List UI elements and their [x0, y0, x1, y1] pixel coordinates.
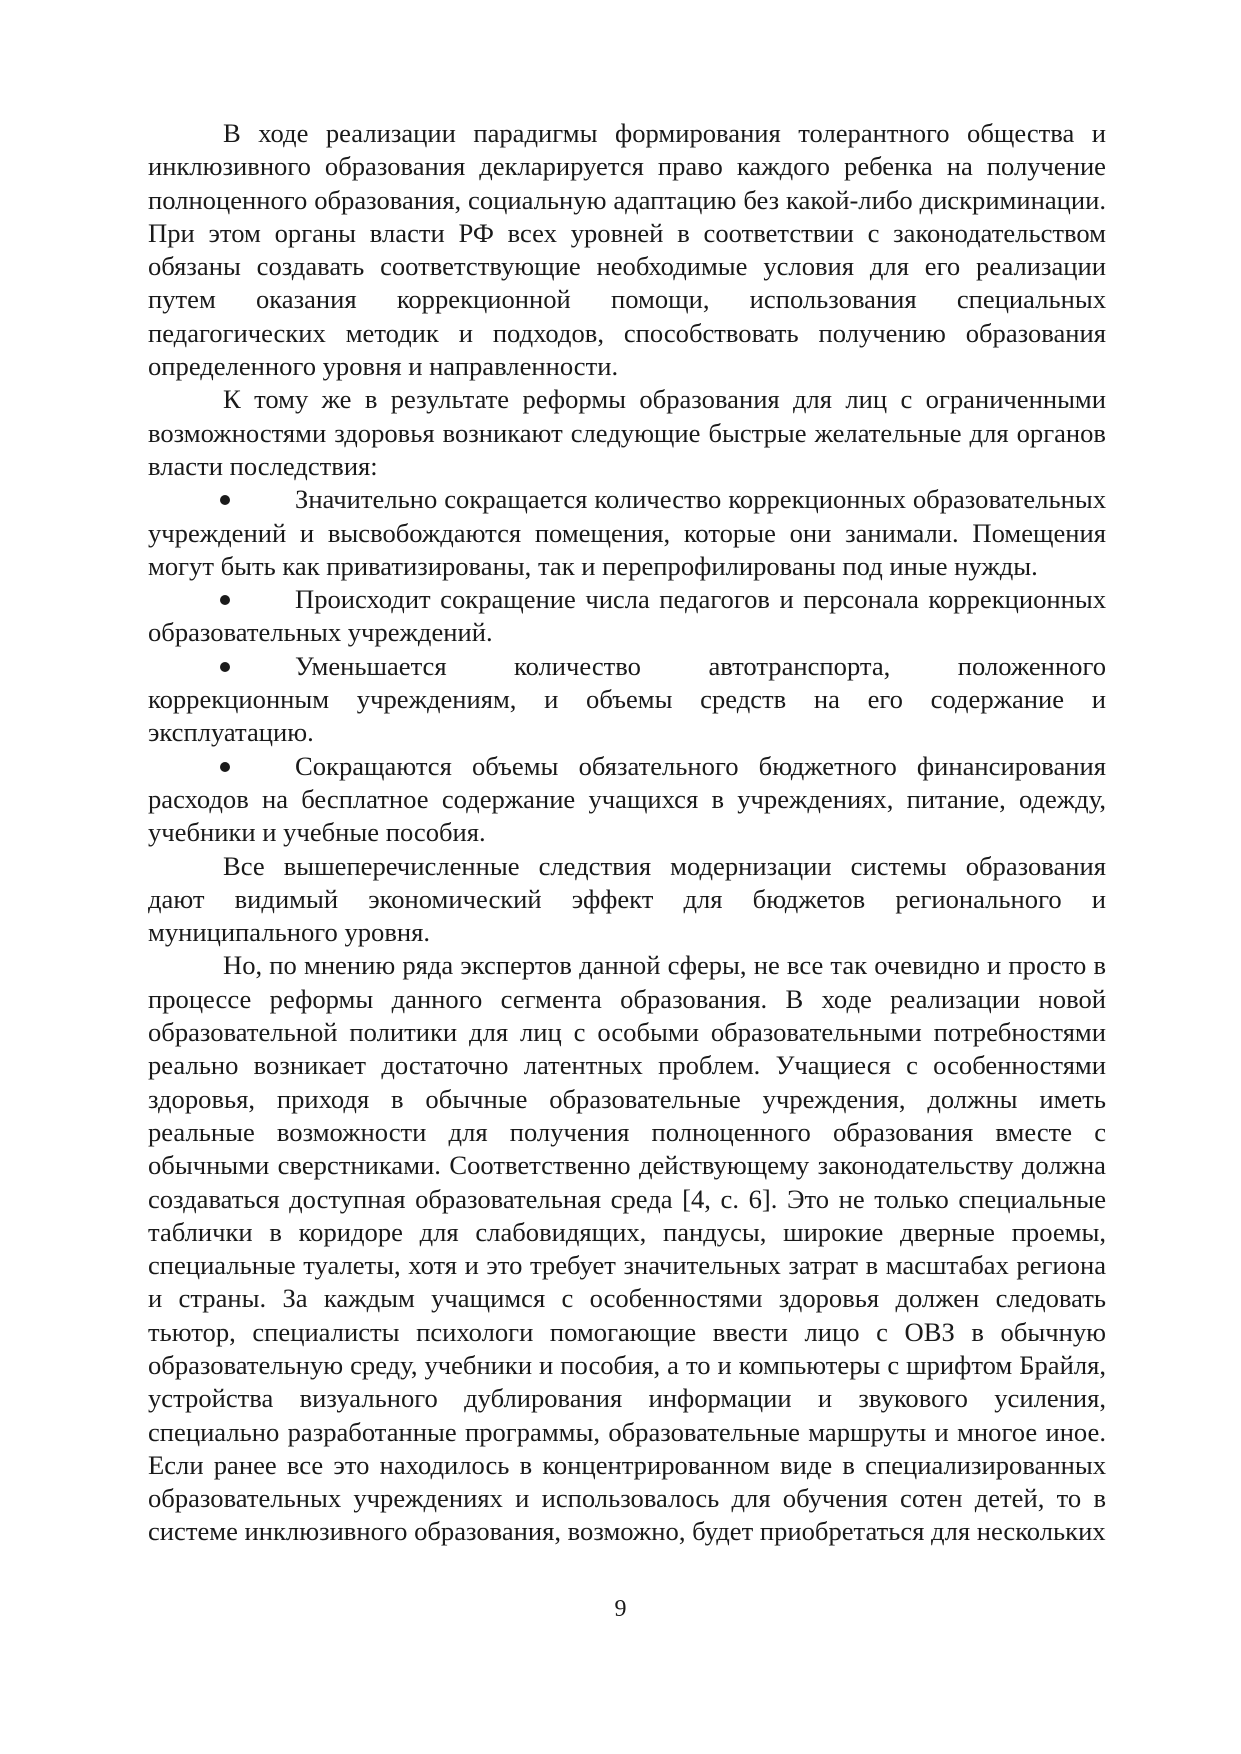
bullet-dot-icon	[220, 762, 230, 772]
page-number: 9	[614, 1596, 627, 1622]
bullet-item-1	[148, 483, 1106, 583]
paragraph-1: В ходе реализации парадигмы формирования толерантного общества и инклюзивного образования декларируется право каждого ребенка на получение полноценного образования, социальную адаптацию без какой-либо дискриминации. При этом органы власти РФ всех уровней в соответствии с законодательством обязаны создавать соответствующие необходимые условия для его реализации путем оказания коррекционной помощи, использования специальных педагогических методик и подходов, способствовать получению образования определенного уровня и направленности.	[148, 118, 1106, 382]
bullet-dot-icon	[220, 495, 230, 505]
paragraph-4: Но, по мнению ряда экспертов данной сферы, не все так очевидно и просто в процессе реформы данного сегмента образования. В ходе реализации новой образовательной политики для лиц с особыми образовательными потребностями реально возникает достаточно латентных проблем. Учащиеся с особенностями здоровья, приходя в обычные образовательные учреждения, должны иметь реальные возможности для получения полноценного образования вместе с обычными сверстниками. Соответственно действующему законодательству должна создаваться доступная образовательная среда [4, с. 6]. Это не только специальные таблички в коридоре для слабовидящих, пандусы, широкие дверные проемы, специальные туалеты, хотя и это требует значительных затрат в масштабах региона и страны. За каждым учащимся с особенностями здоровья должен следовать тьютор, специалисты психологи помогающие ввести лицо с ОВЗ в обычную образовательную среду, учебники и пособия, а то и компьютеры с шрифтом Брайля, устройства визуального дублирования информации и звукового усиления, специально разработанные программы, образовательные маршруты и многое иное. Если ранее все это находилось в концентрированном виде в специализированных образовательных учреждениях и использовалось для обучения сотен детей, то в системе инклюзивного образования, возможно, будет приобретаться для нескольких	[148, 950, 1106, 1547]
bullet-item-3	[148, 650, 1106, 750]
bullet-item-2	[148, 583, 1106, 650]
bullet-dot-icon	[220, 662, 230, 672]
bullet-marker	[148, 583, 295, 616]
paragraph-2: К тому же в результате реформы образования для лиц с ограниченными возможностями здоровья возникают следующие быстрые желательные для органов власти последствия:	[148, 384, 1106, 481]
bullet-dot-icon	[220, 595, 230, 605]
bullet-text-1: Значительно сокращается количество коррекционных образовательных учреждений и высвобождаются помещения, которые они занимали. Помещения могут быть как приватизированы, так и перепрофилированы под иные нужды.	[148, 484, 1106, 581]
bullet-item-4	[148, 750, 1106, 850]
bullet-marker	[148, 750, 295, 783]
bullet-text-4: Сокращаются объемы обязательного бюджетного финансирования расходов на бесплатное содержание учащихся в учреждениях, питание, одежду, учебники и учебные пособия.	[148, 750, 1106, 848]
bullet-text-2: Происходит сокращение числа педагогов и персонала коррекционных образовательных учреждений.	[148, 584, 1106, 648]
body-text	[148, 117, 1106, 1549]
bullet-marker	[148, 650, 295, 683]
bullet-marker	[148, 483, 295, 516]
bullet-text-3: Уменьшается количество автотранспорта, положенного коррекционным учреждениям, и объемы средств на его содержание и эксплуатацию.	[148, 650, 1106, 748]
paragraph-3: Все вышеперечисленные следствия модернизации системы образования дают видимый экономический эффект для бюджетов регионального и муниципального уровня.	[148, 850, 1106, 948]
